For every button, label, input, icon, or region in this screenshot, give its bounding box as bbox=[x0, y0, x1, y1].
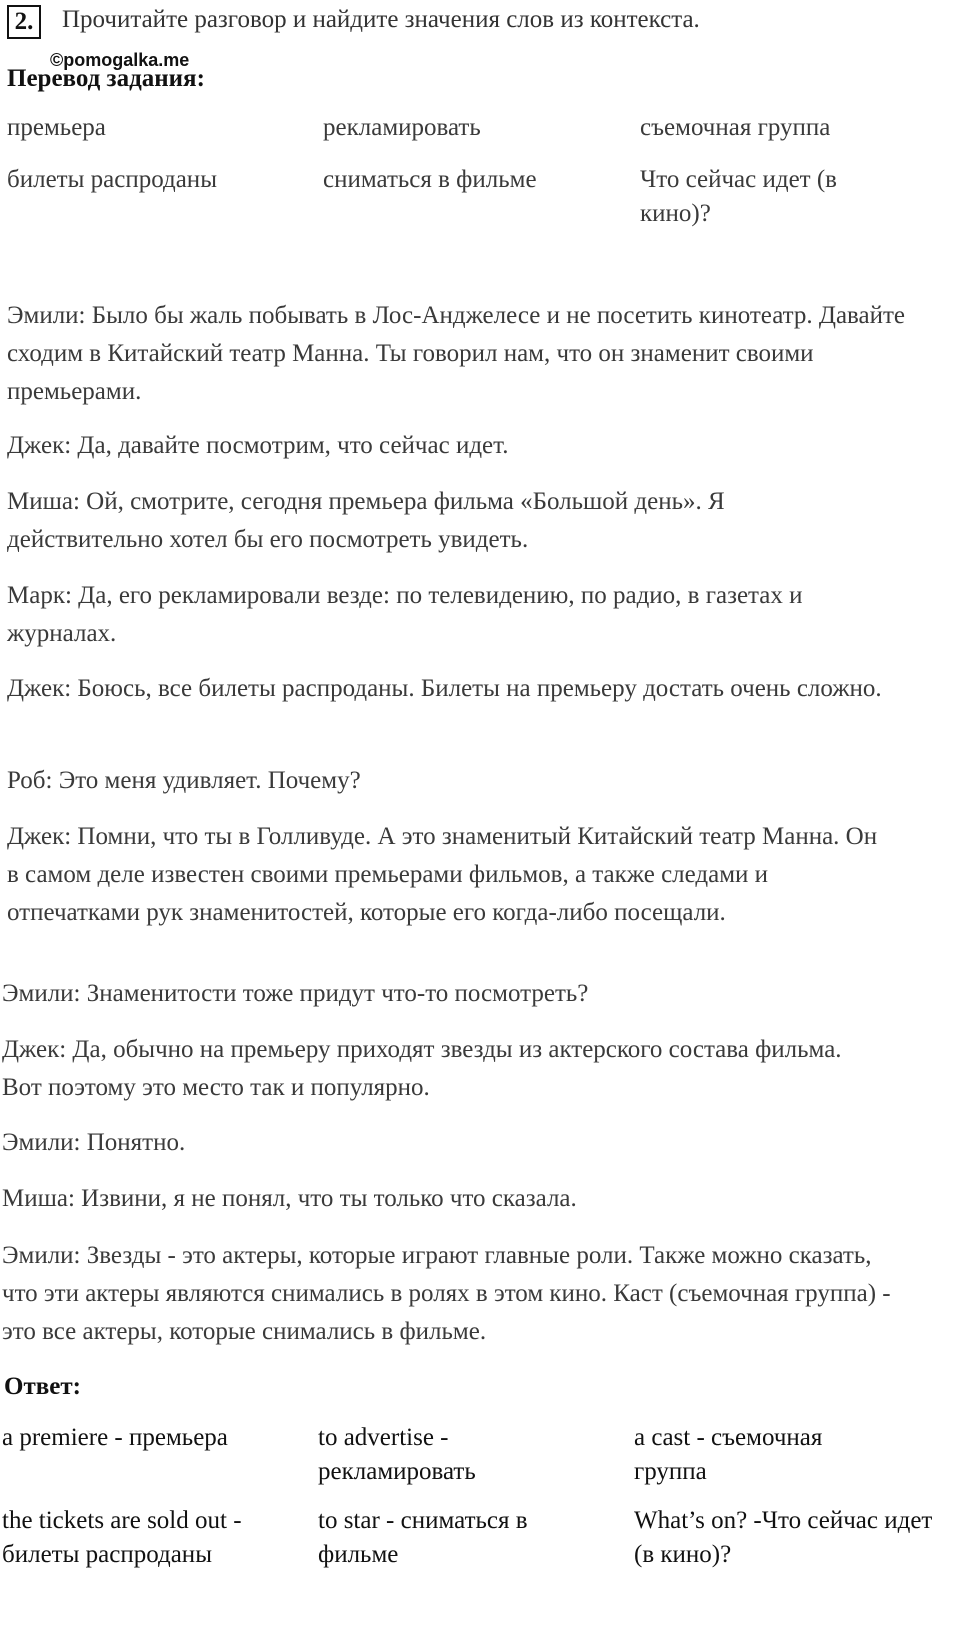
dialogue-line: Джек: Боюсь, все билеты распроданы. Билеты на премьеру достать очень сложно. bbox=[7, 675, 882, 702]
task-instruction: Прочитайте разговор и найдите значения слов из контекста. bbox=[62, 6, 700, 33]
answer-item: a cast - съемочная группа bbox=[634, 1424, 823, 1485]
task-number-box: 2. bbox=[7, 5, 41, 39]
answer-item: to advertise - рекламировать bbox=[318, 1424, 476, 1485]
answer-item: a premiere - премьера bbox=[2, 1424, 228, 1451]
vocab-item: рекламировать bbox=[323, 114, 481, 141]
dialogue-line: Джек: Да, обычно на премьеру приходят звезды из актерского состава фильма. Вот поэтому это место так и популярно. bbox=[2, 1036, 842, 1101]
vocab-item: съемочная группа bbox=[640, 114, 831, 141]
answer-item: What’s on? -Что сейчас идет (в кино)? bbox=[634, 1507, 933, 1568]
dialogue-line: Миша: Извини, я не понял, что ты только что сказала. bbox=[2, 1185, 577, 1212]
dialogue-line: Марк: Да, его рекламировали везде: по телевидению, по радио, в газетах и журналах. bbox=[7, 582, 803, 647]
dialogue-line: Джек: Да, давайте посмотрим, что сейчас идет. bbox=[7, 432, 509, 459]
translation-heading: Перевод задания: bbox=[7, 65, 205, 92]
dialogue-line: Миша: Ой, смотрите, сегодня премьера фильма «Большой день». Я действительно хотел бы его посмотреть увидеть. bbox=[7, 488, 725, 553]
vocab-item: билеты распроданы bbox=[7, 166, 217, 193]
answer-heading: Ответ: bbox=[4, 1373, 81, 1400]
dialogue-line: Эмили: Знаменитости тоже придут что-то посмотреть? bbox=[2, 980, 589, 1007]
dialogue-line: Эмили: Было бы жаль побывать в Лос-Анджелесе и не посетить кинотеатр. Давайте сходим в Китайский театр Манна. Ты говорил нам, что он знаменит своими премьерами. bbox=[7, 302, 906, 405]
dialogue-line: Джек: Помни, что ты в Голливуде. А это знаменитый Китайский театр Манна. Он в самом деле известен своими премьерами фильмов, а также следами и отпечатками рук знаменитостей, которые его когда-либо посещали. bbox=[7, 823, 878, 926]
dialogue-line: Роб: Это меня удивляет. Почему? bbox=[7, 767, 361, 794]
vocab-item: премьера bbox=[7, 114, 106, 141]
watermark: ©pomogalka.me bbox=[50, 50, 190, 70]
dialogue-line: Эмили: Звезды - это актеры, которые играют главные роли. Также можно сказать, что эти актеры являются снимались в ролях в этом кино. Каст (съемочная группа) - это все актеры, которые снимались в фильме. bbox=[2, 1242, 891, 1345]
vocab-item: Что сейчас идет (в кино)? bbox=[640, 166, 837, 227]
answer-item: the tickets are sold out - билеты распроданы bbox=[2, 1507, 242, 1568]
vocab-item: сниматься в фильме bbox=[323, 166, 537, 193]
dialogue-line: Эмили: Понятно. bbox=[2, 1129, 186, 1156]
answer-item: to star - сниматься в фильме bbox=[318, 1507, 528, 1568]
